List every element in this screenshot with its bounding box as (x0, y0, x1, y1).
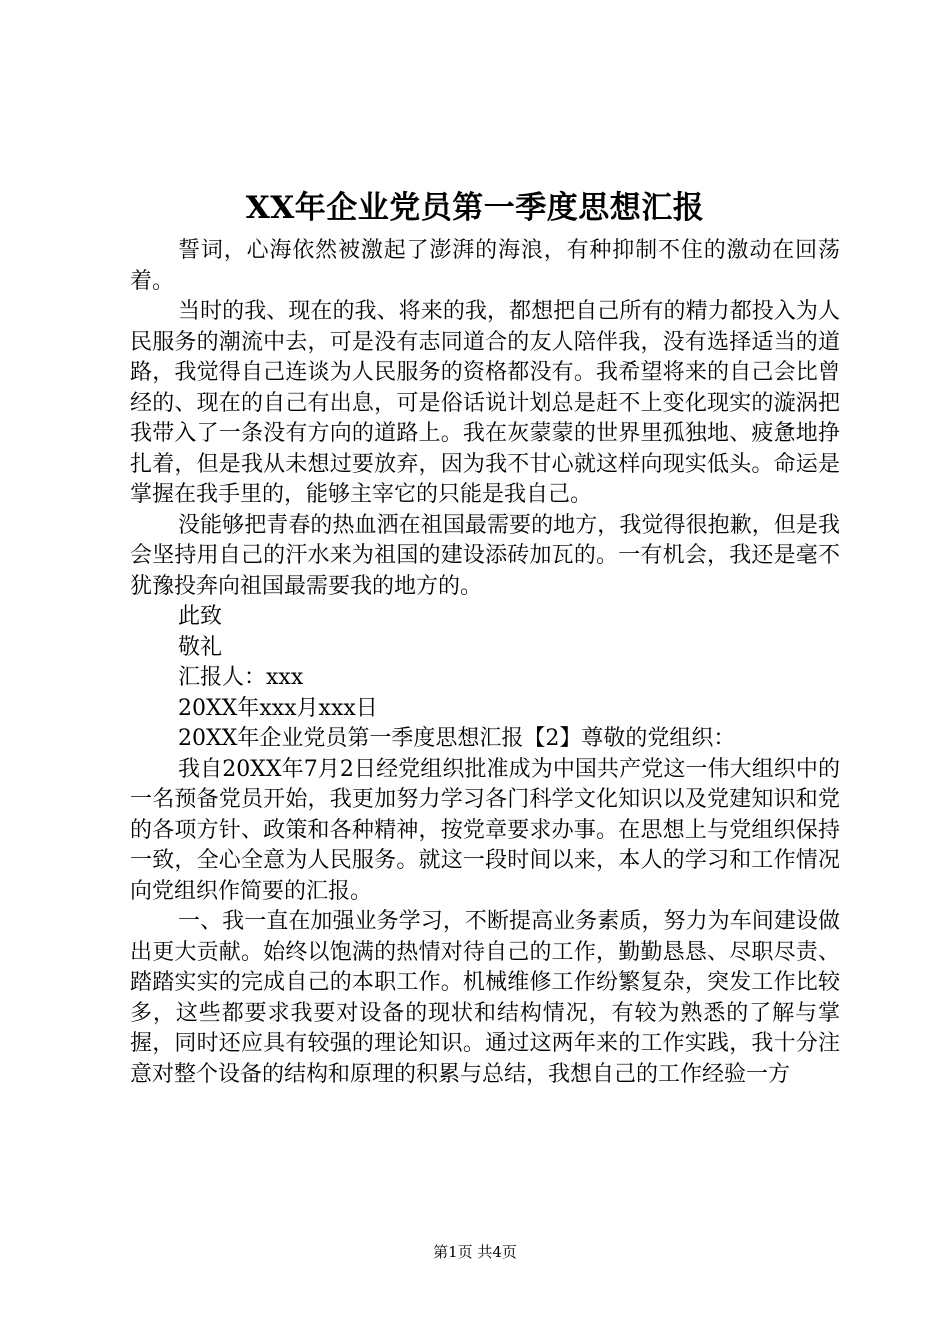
paragraph-business-study: 一、我一直在加强业务学习，不断提高业务素质，努力为车间建设做出更大贡献。始终以饱满的热情对待自己的工作，勤勤恳恳、尽职尽责、踏踏实实的完成自己的本职工作。机械维修工作纷繁复杂，突发工作比较多，这些都要求我要对设备的现状和结构情况，有较为熟悉的了解与掌握，同时还应具有较强的理论知识。通过这两年来的工作实践，我十分注意对整个设备的结构和原理的积累与总结，我想自己的工作经验一方 (130, 909, 840, 1087)
second-report-heading: 20XX年企业党员第一季度思想汇报【2】尊敬的党组织： (178, 726, 736, 751)
document-title: XX年企业党员第一季度思想汇报 (245, 190, 705, 226)
paragraph-past-present-future: 当时的我、现在的我、将来的我，都想把自己所有的精力都投入为人民服务的潮流中去，可是没有志同道合的友人陪伴我，没有选择适当的道路，我觉得自己连谈为人民服务的资格都没有。我希望将来的自己会比曾经的、现在的自己有出息，可是俗话说计划总是赶不上变化现实的漩涡把我带入了一条没有方向的道路上。我在灰蒙蒙的世界里孤独地、疲惫地挣扎着，但是我从未想过要放弃，因为我不甘心就这样向现实低头。命运是掌握在我手里的，能够主宰它的只能是我自己。 (130, 299, 840, 507)
report-date: 20XX年xxx月xxx日 (178, 695, 378, 721)
paragraph-oath: 誓词，心海依然被激起了澎湃的海浪，有种抑制不住的激动在回荡着。 (130, 238, 840, 294)
document-body (130, 236, 840, 1090)
paragraph-probationary-member: 我自20XX年7月2日经党组织批准成为中国共产党这一伟大组织中的一名预备党员开始，我更加努力学习各门科学文化知识以及党建知识和党的各项方针、政策和各种精神，按党章要求办事。在思想上与党组织保持一致，全心全意为人民服务。就这一段时间以来，本人的学习和工作情况向党组织作简要的汇报。 (130, 756, 840, 904)
page-number-footer: 第1页 共4页 (433, 1243, 517, 1261)
reporter-name: 汇报人：xxx (178, 665, 304, 690)
closing-salutation: 此致 (178, 604, 223, 629)
closing-regards: 敬礼 (178, 634, 223, 660)
paragraph-youth: 没能够把青春的热血洒在祖国最需要的地方，我觉得很抱歉，但是我会坚持用自己的汗水来为祖国的建设添砖加瓦的。一有机会，我还是毫不犹豫投奔向祖国最需要我的地方的。 (130, 512, 840, 599)
